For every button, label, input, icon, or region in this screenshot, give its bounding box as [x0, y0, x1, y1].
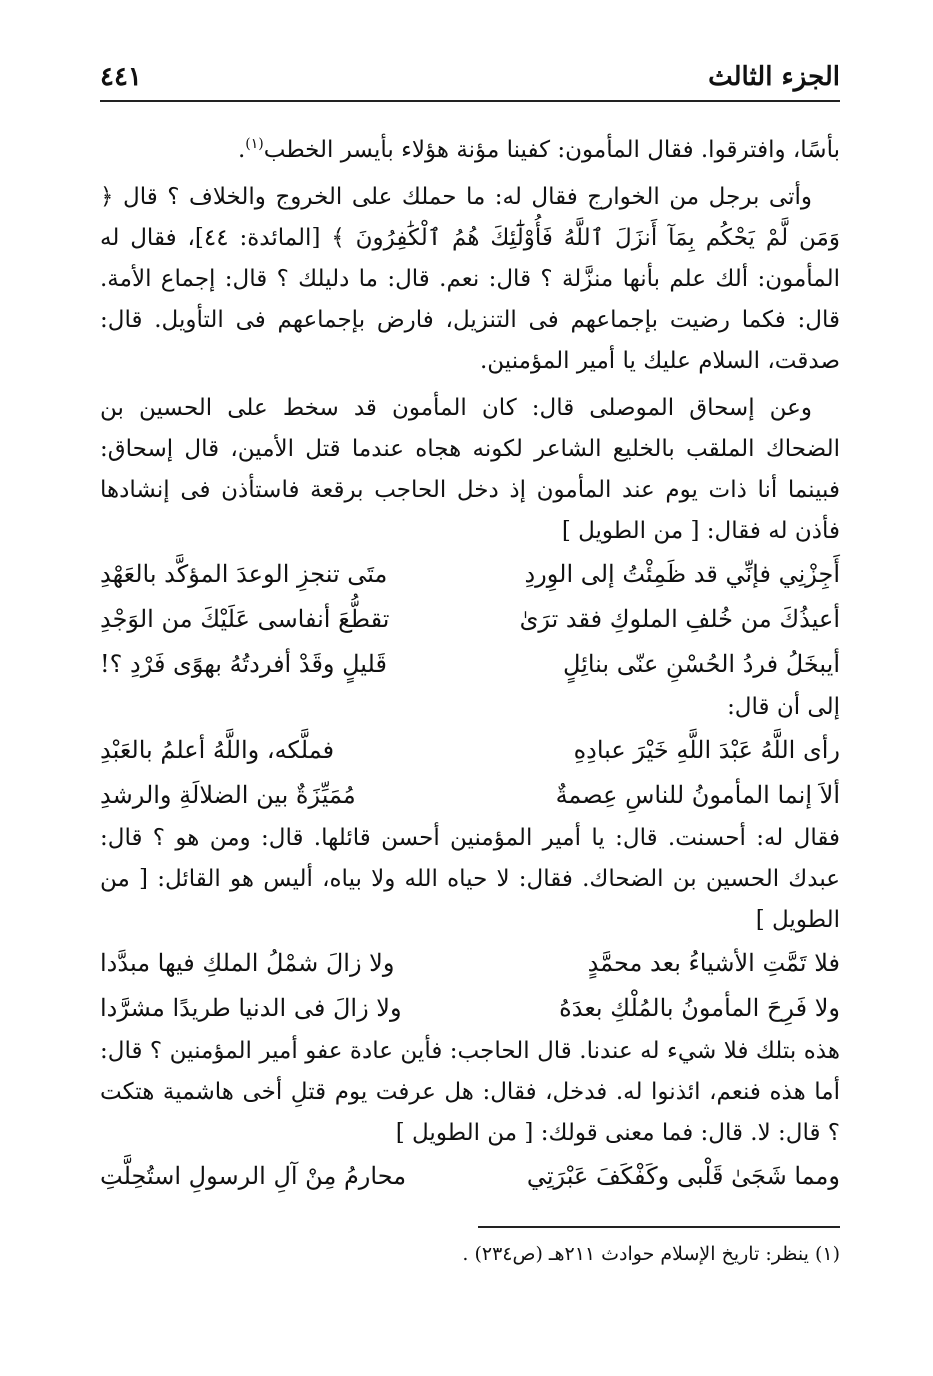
verse-second-hemistich: قَليلٍ وقَدْ أفردتُهُ بهوًى فَرْدِ ؟! — [100, 650, 387, 678]
footnote-marker: (١) — [245, 136, 264, 152]
paragraph-5: هذه بتلك فلا شيء له عندنا. قال الحاجب: فأين عادة عفو أمير المؤمنين ؟ قال: أما هذه فنعم، ائذنوا له. فدخل، فقال: هل عرفت يوم قتلِ أخى هاشمية هتكت ؟ قال: لا. قال: فما معنى قولك: [ من الطويل ] — [100, 1038, 840, 1146]
page-number: ٤٤١ — [100, 62, 142, 92]
poem-3 — [100, 941, 840, 1031]
verse-second-hemistich: تقطُّعَ أنفاسى عَلَيْكَ من الوَجْدِ — [100, 605, 390, 633]
footnote: (١) ينظر: تاريخ الإسلام حوادث ٢١١هـ (ص٢٣٤) . — [462, 1243, 840, 1265]
main-text — [100, 124, 840, 1199]
running-header — [100, 56, 840, 100]
verse-line — [100, 642, 840, 687]
verse-line — [100, 986, 840, 1031]
poem-4 — [100, 1154, 840, 1199]
paragraph-2: وأتى برجل من الخوارج فقال له: ما حملك على الخروج والخلاف ؟ قال ﴿ وَمَن لَّمْ يَحْكُم بِمَآ أَنزَلَ ٱللَّهُ فَأُوْلَٰٓئِكَ هُمُ ٱلْكَٰفِرُونَ ﴾ [المائدة: ٤٤]، فقال له المأمون: ألك علم بأنها منزَّلة ؟ قال: نعم. قال: ما دليلك ؟ قال: إجماع الأمة. قال: فكما رضيت بإجماعهم فى التنزيل، فارض بإجماعهم فى التأويل. قال: صدقت، السلام عليك يا أمير المؤمنين. — [100, 184, 840, 374]
paragraph-1-tail: . — [237, 137, 246, 163]
verse-first-hemistich: أيبخَلُ فردُ الحُسْنِ عنّى بنائِلٍ — [563, 650, 840, 678]
verse-line — [100, 1154, 840, 1199]
verse-line — [100, 941, 840, 986]
paragraph-1-text: بأسًا، وافترقوا. فقال المأمون: كفينا مؤنة هؤلاء بأيسر الخطب — [263, 137, 840, 163]
verse-second-hemistich: ولا زالَ فى الدنيا طريدًا مشرَّدا — [100, 994, 402, 1022]
poem-1 — [100, 552, 840, 687]
transition-line: إلى أن قال: — [727, 694, 840, 720]
verse-second-hemistich: ولا زالَ شمْلُ الملكِ فيها مبدَّدا — [100, 949, 395, 977]
verse-first-hemistich: ألاَ إنما المأمونُ للناسِ عِصمةٌ — [555, 781, 840, 809]
verse-second-hemistich: محارمُ مِنْ آلِ الرسولِ استُحِلَّتِ — [100, 1162, 407, 1190]
verse-line — [100, 552, 840, 597]
verse-second-hemistich: فملَّكه، واللَّهُ أعلمُ بالعَبْدِ — [100, 736, 335, 764]
paragraph-3: وعن إسحاق الموصلى قال: كان المأمون قد سخط على الحسين بن الضحاك الملقب بالخليع الشاعر لكونه هجاه عندما قتل الأمين، قال إسحاق: فبينما أنا ذات يوم عند المأمون إذ دخل الحاجب برقعة فاستأذن فى إنشادها فأذن له فقال: [ من الطويل ] — [100, 395, 840, 544]
verse-first-hemistich: أَجِزْنِي فإنِّي قد ظَمِئْتُ إلى الوِردِ — [524, 560, 840, 588]
verse-first-hemistich: فلا تَمَّتِ الأشياءُ بعد محمَّدٍ — [587, 949, 840, 977]
poem-2 — [100, 728, 840, 818]
paragraph-1 — [100, 124, 840, 171]
verse-line — [100, 597, 840, 642]
verse-first-hemistich: رأى اللَّهُ عَبْدَ اللَّهِ خَيْرَ عبادِهِ — [573, 736, 840, 764]
footnote-rule — [478, 1226, 840, 1228]
verse-first-hemistich: أعيذُكَ من خُلفِ الملوكِ فقد ترَىٰ — [519, 605, 840, 633]
verse-line — [100, 728, 840, 773]
verse-line — [100, 773, 840, 818]
header-rule — [100, 100, 840, 102]
verse-first-hemistich: ومما شَجَىٰ قَلْبى وكَفْكَفَ عَبْرَتِي — [526, 1162, 840, 1190]
paragraph-4: فقال له: أحسنت. قال: يا أمير المؤمنين أحسن قائلها. قال: ومن هو ؟ قال: عبدك الحسين بن الضحاك. فقال: لا حياه الله ولا بياه، أليس هو القائل: [ من الطويل ] — [100, 825, 840, 933]
verse-first-hemistich: ولا فَرِحَ المأمونُ بالمُلْكِ بعدَهُ — [559, 994, 840, 1022]
header-title: الجزء الثالث — [708, 62, 840, 92]
verse-second-hemistich: متَى تنجزِ الوعدَ المؤكَّد بالعَهْدِ — [100, 560, 388, 588]
verse-second-hemistich: مُمَيِّزَةٌ بين الضلالَةِ والرشدِ — [100, 781, 356, 809]
